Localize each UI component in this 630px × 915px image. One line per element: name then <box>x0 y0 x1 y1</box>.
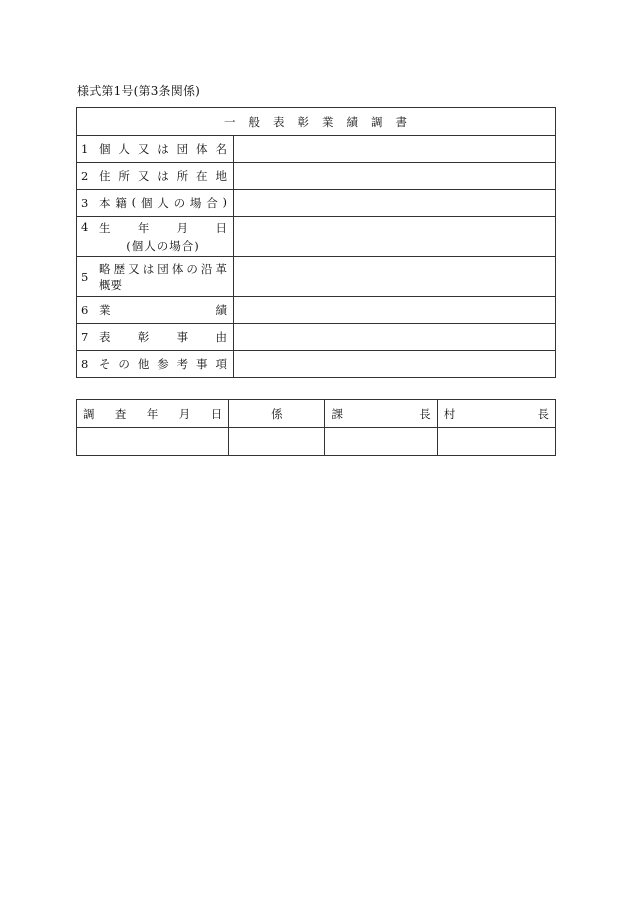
row-number: 8 <box>81 357 89 371</box>
row-label-line2: 概要 <box>99 277 122 292</box>
staff-seal-cell[interactable] <box>229 428 325 456</box>
address-value-cell[interactable] <box>234 163 556 190</box>
table-row <box>77 297 556 324</box>
investigation-date-cell[interactable] <box>77 428 229 456</box>
table-row <box>77 136 556 163</box>
row-number: 7 <box>81 330 89 344</box>
domicile-value-cell[interactable] <box>234 190 556 217</box>
row-number: 2 <box>81 169 89 183</box>
row-label: 個 人 又 は 団 体 名 <box>99 142 227 156</box>
history-value-cell[interactable] <box>234 257 556 297</box>
section-chief-header: 課 長 <box>331 406 431 421</box>
row-label: 本 籍 ( 個 人 の 場 合 ) <box>99 195 227 210</box>
name-value-cell[interactable] <box>234 136 556 163</box>
staff-header: 係 <box>229 400 325 428</box>
birthdate-value-cell[interactable] <box>234 217 556 257</box>
award-reason-value-cell[interactable] <box>234 324 556 351</box>
row-number: 3 <box>81 196 89 210</box>
row-number: 5 <box>81 269 89 284</box>
row-sublabel: (個人の場合) <box>126 238 200 253</box>
table-row <box>77 217 556 257</box>
row-number: 1 <box>81 142 89 156</box>
row-label: 住 所 又 は 所 在 地 <box>99 169 227 183</box>
row-number: 4 <box>81 219 89 234</box>
achievement-report-table <box>76 107 556 378</box>
table-row <box>77 257 556 297</box>
village-mayor-seal-cell[interactable] <box>437 428 555 456</box>
row-number: 6 <box>81 303 89 317</box>
row-label: 業 績 <box>99 303 227 317</box>
table-row <box>77 324 556 351</box>
form-number-label: 様式第1号(第3条関係) <box>77 84 201 98</box>
table-row <box>77 190 556 217</box>
achievements-value-cell[interactable] <box>234 297 556 324</box>
row-label: 表 彰 事 由 <box>99 330 227 344</box>
row-label: 生 年 月 日 <box>99 220 227 235</box>
table-row <box>77 351 556 378</box>
table-row <box>77 163 556 190</box>
row-label: そ の 他 参 考 事 項 <box>99 357 227 371</box>
other-notes-value-cell[interactable] <box>234 351 556 378</box>
row-label: 略 歴 又 は 団 体 の 沿 革 <box>99 261 227 276</box>
section-chief-seal-cell[interactable] <box>325 428 437 456</box>
investigation-date-header: 調 査 年 月 日 <box>83 406 223 421</box>
table-title: 一般表彰業績調書 <box>77 108 556 136</box>
village-mayor-header: 村 長 <box>443 406 549 421</box>
approval-table <box>76 399 556 456</box>
